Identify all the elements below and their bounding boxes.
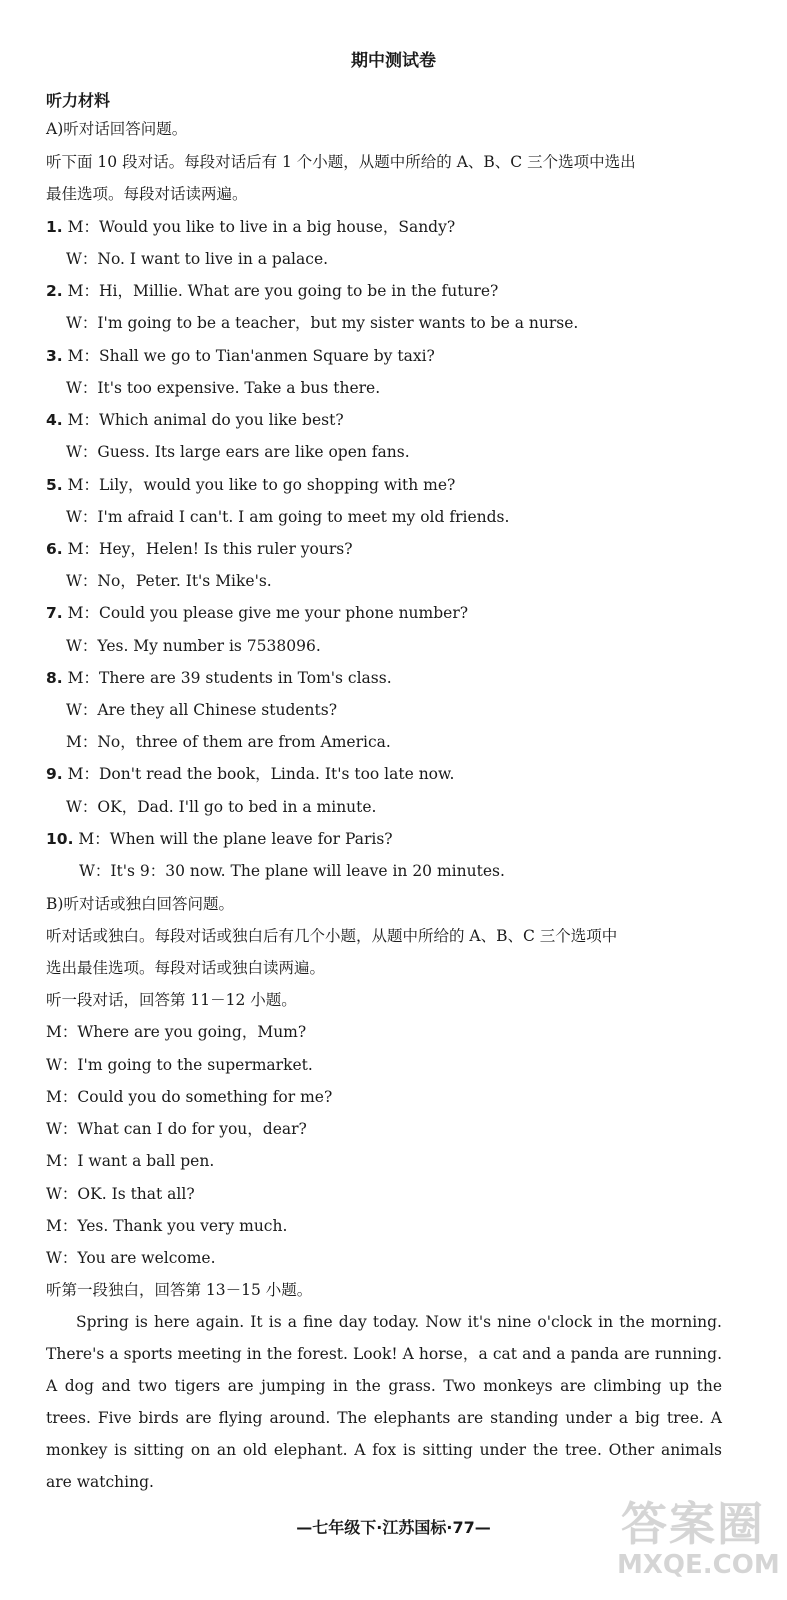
- question-number: 2.: [46, 282, 63, 300]
- question-text: M：Shall we go to Tian'anmen Square by taxi?: [62, 347, 435, 365]
- question-text: M：Would you like to live in a big house，Sandy?: [62, 218, 456, 236]
- part-a-title: A)听对话回答问题。: [46, 120, 188, 138]
- question-number: 5.: [46, 476, 63, 494]
- question-text: M：There are 39 students in Tom's class.: [62, 669, 392, 687]
- question-line: [46, 345, 741, 367]
- question-number: 1.: [46, 218, 63, 236]
- question-text: M：Hey，Helen! Is this ruler yours?: [62, 540, 353, 558]
- answer-line: W：Are they all Chinese students?: [66, 701, 338, 719]
- part-b-title: B)听对话或独白回答问题。: [46, 895, 234, 913]
- question-line: [46, 409, 741, 431]
- dialog-line: W：What can I do for you，dear?: [46, 1120, 307, 1138]
- monologue-intro: 听第一段独白，回答第 13－15 小题。: [46, 1281, 313, 1299]
- monologue-text: Spring is here again. It is a fine day today. Now it's nine o'clock in the morning. There's a sports meeting in the forest. Look! A horse，a cat and a panda are running. A dog and two tigers are jumping in the grass. Two monkeys are climbing up the trees. Five birds are flying around. The elephants are standing under a big tree. A monkey is sitting on an old elephant. A fox is sitting under the tree. Other animals are watching.: [46, 1313, 722, 1491]
- watermark-logo-text: 答案圈: [621, 1497, 765, 1551]
- question-line: [46, 828, 741, 850]
- part-a-instruction-1: 听下面 10 段对话。每段对话后有 1 个小题，从题中所给的 A、B、C 三个选项中选出: [46, 153, 636, 171]
- question-line: [46, 538, 741, 560]
- section-heading: 听力材料: [46, 91, 111, 110]
- part-b-instruction-1: 听对话或独白。每段对话或独白后有几个小题，从题中所给的 A、B、C 三个选项中: [46, 927, 618, 945]
- question-number: 10.: [46, 830, 74, 848]
- dialog-line: M：Yes. Thank you very much.: [46, 1217, 288, 1235]
- page-footer: —七年级下·江苏国标·77—: [296, 1518, 491, 1537]
- question-text: M：When will the plane leave for Paris?: [73, 830, 393, 848]
- question-text: M：Which animal do you like best?: [62, 411, 344, 429]
- dialog-line: M：Where are you going，Mum?: [46, 1023, 307, 1041]
- question-number: 6.: [46, 540, 63, 558]
- dialog-line: M：Could you do something for me?: [46, 1088, 333, 1106]
- dialog-line: M：I want a ball pen.: [46, 1152, 215, 1170]
- question-text: M：Lily，would you like to go shopping with me?: [62, 476, 456, 494]
- question-number: 8.: [46, 669, 63, 687]
- watermark-logo: [611, 1488, 781, 1598]
- question-number: 3.: [46, 347, 63, 365]
- answer-line: W：I'm afraid I can't. I am going to meet my old friends.: [66, 508, 510, 526]
- question-text: M：Don't read the book，Linda. It's too late now.: [62, 765, 455, 783]
- question-number: 4.: [46, 411, 63, 429]
- dialog-line: W：I'm going to the supermarket.: [46, 1056, 313, 1074]
- part-b-instruction-2: 选出最佳选项。每段对话或独白读两遍。: [46, 959, 326, 977]
- question-number: 7.: [46, 604, 63, 622]
- answer-line: W：Yes. My number is 7538096.: [66, 637, 321, 655]
- page-title: 期中测试卷: [351, 51, 436, 71]
- answer-line: W：Guess. Its large ears are like open fans.: [66, 443, 410, 461]
- answer-line: W：It's 9：30 now. The plane will leave in 20 minutes.: [79, 862, 505, 880]
- dialog-line: W：You are welcome.: [46, 1249, 216, 1267]
- question-line: [46, 280, 741, 302]
- part-a-instruction-2: 最佳选项。每段对话读两遍。: [46, 185, 248, 203]
- watermark-url: MXQE.COM: [617, 1550, 780, 1580]
- answer-line: M：No，three of them are from America.: [66, 733, 391, 751]
- answer-line: W：No，Peter. It's Mike's.: [66, 572, 272, 590]
- answer-line: W：OK，Dad. I'll go to bed in a minute.: [66, 798, 377, 816]
- dialog-intro: 听一段对话，回答第 11－12 小题。: [46, 991, 297, 1009]
- question-line: [46, 667, 741, 689]
- question-line: [46, 763, 741, 785]
- question-line: [46, 602, 741, 624]
- answer-line: W：I'm going to be a teacher，but my sister wants to be a nurse.: [66, 314, 579, 332]
- answer-line: W：It's too expensive. Take a bus there.: [66, 379, 381, 397]
- answer-line: W：No. I want to live in a palace.: [66, 250, 329, 268]
- dialog-line: W：OK. Is that all?: [46, 1185, 195, 1203]
- question-text: M：Could you please give me your phone number?: [62, 604, 469, 622]
- question-text: M：Hi，Millie. What are you going to be in the future?: [62, 282, 499, 300]
- question-line: [46, 216, 741, 238]
- question-line: [46, 474, 741, 496]
- question-number: 9.: [46, 765, 63, 783]
